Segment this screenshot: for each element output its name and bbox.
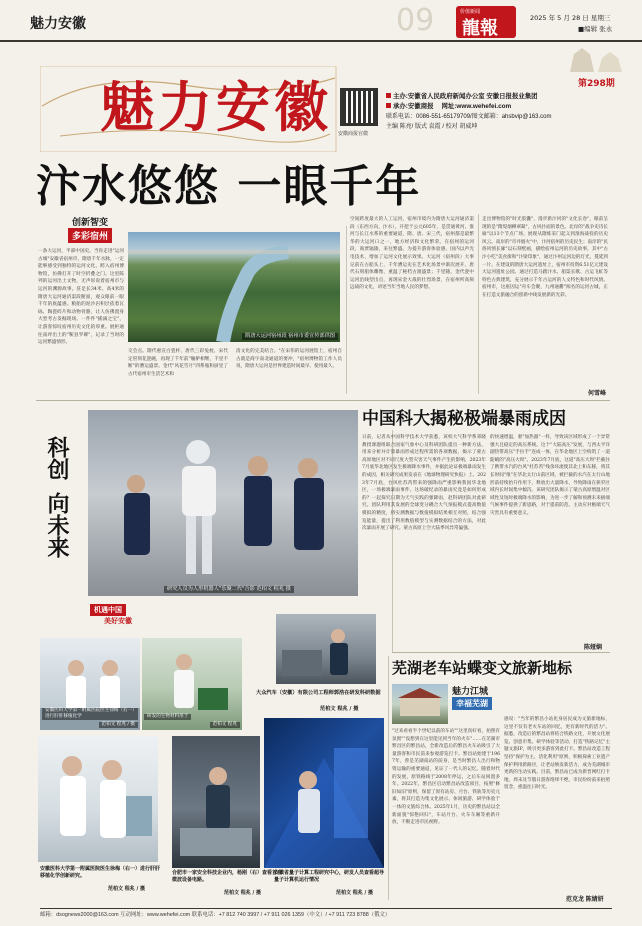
quantum-caption: 安徽省量子计算工程研究中心，研发人员查看超导量子计算机运行情况 <box>274 870 385 883</box>
page-number: 09 <box>396 3 435 38</box>
wuhu-body-col2: 感叹："当年的繁昌小站化身居民成为文旅新地标，这里不仅有老火车站的回忆，更有新时代的活力"。据悉，改造后的繁昌站将结合铁路文化，开展文化展览、创意市集、研学体验等活动，打造"铁路记忆"主题文旅IP，吸引更多游客到此打卡。繁昌站改造工程坚持"保护为主、活化利用"原则，积极探索工业遗产保护利用新路径，让老站焕发新活力，成为芜湖城市更新的生动实践。目前，繁昌站已成为新晋网红打卡地，周末及节假日游客络绎不绝，市民纷纷前来拍照留念，重温往日时光。 <box>504 717 610 791</box>
lead-kicker <box>68 215 128 245</box>
website-link[interactable]: www.wehefei.com <box>456 103 512 110</box>
science-vertical-title <box>44 436 80 572</box>
lead-body-col2: 交会点。隋代惠宣白瓷杯、唐代三彩兔枕、宋代定窑刻花瓷碗，再现了千年前"舳舻相继，千里不断"的漕运盛景。金代"风花雪月"四系瓶和厨里了古代宿州市生活艺术和 <box>128 349 228 377</box>
lead-headline: 汴水悠悠 一眼千年 <box>36 161 422 212</box>
factory-credit: 范柏文 程兆 / 摄 <box>320 706 359 712</box>
lead-body-col5: 走出博物馆的"时光胶囊"，漫步新汴河的"文化长卷"，眼前呈现的是"隋堤烟柳翠凝"，古风扑面的景色。北岸的"战争史诗长廊"以13个节点广场，展现从隋炼采门起义到淮海战役的历史风云。南岸的"市井烟火"中，汴河宿州的历史民生；南岸的"民俗风情长廊"以石刻壁画，描绘宿州运河的历史故事，其中"古汴小吃"美食街和"汴梁印象"，通过汴州运河边的灯光，蔓延到一片。在建设的隋唐大运河遗址上，宿州市投资6.51亿元建设大运河遗址公园。通过打造马踏汴水、船渠长歌、古运飞虹等特色古典建筑，充分展示千年古运河的人文特色和时代风情。宿州市，这座因运"舟车会聚，九州通衢"闻名的运河古城，正在打造文旅融合的创新中线发展新的光彩。 <box>482 217 608 298</box>
science-author: 陈娅娴 <box>584 645 603 651</box>
station-scene <box>392 684 448 724</box>
col-divider <box>346 226 347 394</box>
section-tag-top: 机遇中国 <box>90 604 126 616</box>
lead-body-col1: 一条大运河，半部中国史。当你走进"运河古城"安徽省宿州市，隋唐千年水脉，一定能够感受到独特的运河文化。跨入宿州博物馆，仿佛打开了时空折叠之门。这里陈列的运河出土文物，无声诉说着宿州市与运河的渊源故事。驻足长34米、高4米的隋唐大运河通济渠段断面，观众眼前一眼千年的底蕴感。粮船的泥沙岩积层依着瓦砾、陶瓷碎片和动物骨骼，让人仿佛置身大型考古发掘现场。一件件"插滴之宝"，让游客惊叹宿州历史文化的厚重。展柜通往南坪出土的"靳县罗碑"，记录了当时的运河繁盛情形。 <box>38 249 124 346</box>
hospital-photo <box>38 736 158 862</box>
organizer-row <box>386 102 636 112</box>
quantum-photo <box>264 718 384 868</box>
lead-body-col4: 空间跨度最大的人工运河，宿州市境内为隋唐大运河通济渠段（东西方向，汴水），开挖于公元605年，是贯通黄河、淮河与长江水系的重要通道，隋、唐、宋三代，宿州都是最繁华的大运河口之一，地方经济和文化繁荣。在宿州的运河段，商贾辐辏，来往繁盛。为提升游客体验感，国内以声光电技术，增加了运河文化展示效果。大运河（宿州段）大事记前在古船头上，千年漕运史在艺术化场景中渐次展开，唐代石刻船体雕像，重温了秘档古渡盛景；千里随、金代瓷中运河沿线型出点，再现宋金大战的壮烈场景，在宿州所高频远战的文化，讲述当年当地人民的梦想。 <box>350 217 474 291</box>
station-photo <box>392 684 448 724</box>
masthead-info <box>386 92 636 132</box>
quantum-credit: 范柏文 程兆 / 摄 <box>336 890 374 896</box>
host-text: 安徽省人民政府新闻办公室 安徽日报报业集团 <box>407 93 538 100</box>
page-footer: 邮箱：dsognews2000@163.com 互动网址：www.wehefei.com 联系电话：+7 812 740 3997 / +7 911 026 1359（中文）/ +7 911 723 8788（俄文） <box>40 908 612 919</box>
lab-left-credit: 范柏文 程兆 / 摄 <box>99 722 139 728</box>
paper-logo-top: 价值新闻 <box>460 9 481 15</box>
pagoda-illustration <box>560 44 630 74</box>
factory-scene <box>276 614 376 684</box>
col-divider <box>388 656 389 900</box>
wuhu-kicker <box>452 684 512 714</box>
vertical-title-1: 科创 <box>44 436 69 480</box>
robot-photo-caption: 研究人员为人形机器人"乐聚二代"合影 范柏文 程兆 摄 <box>164 586 294 593</box>
science-headline: 中国科大揭秘极端暴雨成因 <box>362 409 566 429</box>
hospital-credit: 范柏文 程兆 / 摄 <box>108 886 146 892</box>
lab-mid-credit: 范柏文 程兆 <box>210 722 240 728</box>
paper-logo <box>456 6 516 38</box>
editor-line: ■编辑 张永 <box>578 25 613 33</box>
wuhu-kicker-top: 魅力江城 <box>452 687 489 697</box>
host-marker-icon <box>386 93 391 98</box>
organizer-text: 安徽商报 <box>407 103 434 110</box>
microwave-scene <box>172 736 260 868</box>
lab-photo-mid <box>142 638 242 730</box>
hospital-caption: 安徽医科大学第一附属医院医生徐梅（右一）进行肝肝移植化学创新研究。 <box>40 866 161 879</box>
microwave-credit: 范柏文 程兆 / 摄 <box>224 890 262 896</box>
hospital-scene <box>38 736 158 862</box>
section-rule <box>392 652 610 653</box>
masthead-title: 魅力安徽 <box>100 75 332 139</box>
wuhu-body-col1: "过来看看半个世纪以前的车站""这里真好看，拍照有氛围""没想到在这里能见到当年的火车"……在芜湖市繁昌区的繁昌站，全新改造后的繁昌火车站吸引了大量游客和市民前来参观游览打卡。繁昌站始建于1967年，曾是芜湖南站的前身，是当时繁昌人出行和物资运输的重要通道，见证了一代人的记忆。随着时代的发展，原铁路线于2008年停运，之后车站闲置多年。2022年，繁昌区启动繁昌站改造项目，按照"修旧如旧"原则，保留了原有站房、月台、铁轨等历史元素，将其打造为集文化展示、休闲旅游、研学体验于一体的文旅综合体。2025年1月，历史的繁昌站以全新面貌"惊艳回归"，车站月台、火车车厢等重新开放，不断走进市民视野。 <box>392 729 500 826</box>
canal-river-shape <box>128 232 340 342</box>
section-tag <box>90 604 170 632</box>
column-name: 魅力安徽 <box>30 16 86 32</box>
science-body-col2: 的快速增温，驱"加热器"一样，导致该区域形成了一个异常强大且稳定的高压系统。这个"大陆高压"发展，与西太平洋副热带高压"手拉手"连成一体，在华北地区上空构筑了一道陡峭的"高压大坝"。2023年7月底，这道"高压大坝"拦截住了携带水汽的台风"杜苏芮"残余环流使其北上和东移，将其长时间"推"在华北太行山前区域，被拦截的水汽在太行山地形前持续抬升作用下，释放出大量降水，导致降雨在狭窄区域内长时间集中倾泻。该研究团队揭示了蒙古高原增温对区域性及短时极端降水的影响，为进一步了解和预测未来极端气候事件提供了新思路，对于提前防范、主动应对极端天气灾害具有重要意义。 <box>490 435 610 516</box>
factory-photo <box>276 614 376 684</box>
kicker-top: 创新智变 <box>72 218 109 228</box>
contact-line: 联系电话：0086-551-65179709/图文邮箱：ahsbvip@163.com <box>386 114 552 120</box>
microwave-photo <box>172 736 260 868</box>
canal-aerial-photo <box>128 232 340 342</box>
qr-caption: 安徽商报官微 <box>338 131 369 137</box>
col-divider <box>478 214 479 394</box>
host-label: 主办: <box>393 93 408 100</box>
paper-logo-main: 龍報 <box>462 18 498 39</box>
date-line: 2025 年 5 月 28 日 星期三 <box>530 14 611 22</box>
qr-code <box>340 88 378 126</box>
organizer-marker-icon <box>386 103 391 108</box>
vertical-title-2: 向未来 <box>44 492 69 558</box>
website-label: 网址: <box>441 103 457 110</box>
host-row <box>386 92 636 102</box>
robot-scene <box>88 410 358 596</box>
section-rule <box>36 400 610 401</box>
issue-badge: 第298期 <box>578 79 615 89</box>
wuhu-author: 范克龙 陈婧妍 <box>566 897 604 903</box>
lead-body-col3: 清文化的完美结合。"在宋伟的运河展馆上，宿州自古就是商宇南北通道的要冲，"宿州博物馆工作人员说，隋唐大运河是世界建造时间最早、使用最久、 <box>236 349 342 370</box>
canal-photo-caption: 隋唐大运河宿州段 宿州市委宣传部供图 <box>242 333 338 340</box>
quantum-scene <box>264 718 384 868</box>
page-header <box>0 0 642 42</box>
organizer-label: 承办: <box>393 103 408 110</box>
wuhu-kicker-bottom: 幸福芜湖 <box>452 697 492 710</box>
kicker-bottom: 多彩宿州 <box>68 228 112 243</box>
microwave-caption: 合肥市一家安全科技企业内，杨刚（右）查看首台微波设备电路。 <box>172 870 283 883</box>
section-tag-bottom: 美好安徽 <box>104 617 132 625</box>
lab-mid-caption: 研发的生物材料用于 <box>144 714 191 720</box>
lead-author: 何雪峰 <box>588 391 607 397</box>
lab-left-caption: 安徽医科大学第一附属医院医生徐梅（右一）进行肝肝移植化学 <box>42 708 138 720</box>
factory-caption: 大众汽车（安徽）有限公司工程师郭浩在研发科研数据 <box>256 690 381 696</box>
wuhu-headline: 芜湖老车站蝶变文旅新地标 <box>392 659 573 677</box>
lab-photo-left <box>40 638 140 730</box>
robot-team-photo <box>88 410 358 596</box>
science-body-col1: 日前，记者从中国科学技术大学获悉，该校大气科学系邓晓教授课题组联合国家气象中心及科研团队提出一种新方法，用来分析并计算暴雨形成过程所需的各项数据，揭示了蒙古高原地区对不同尺度大型灾害天气事件产生的影响，2023年7月底华北地区发生极端降水事件，并据此论证极端暴雨发生的成因，相关研究成果发表在《地球物理研究快报》上。2023年7月底，台风杜苏芮带来的强降雨严重影响我国华北地区，一场极端暴雨事件。这场破纪录的暴雨究竟是如何形成的？一起探究日期为天气实践的强降雨，赵科研团队对此研究。团队利用其发展的全球变分耦合大气预报模式提高数值模拟的精度，将实测数据与数值模拟结果相互对照，结合强迫能量，提出了利用数值模型与实测数据结合的方法，对此次暴雨开展了研究。蒙古高原上空大陆季风异常偏强。 <box>362 435 486 532</box>
editors-line: 主编 陈亮/ 版式 袁霞 / 校对 胡威坤 <box>386 124 478 130</box>
